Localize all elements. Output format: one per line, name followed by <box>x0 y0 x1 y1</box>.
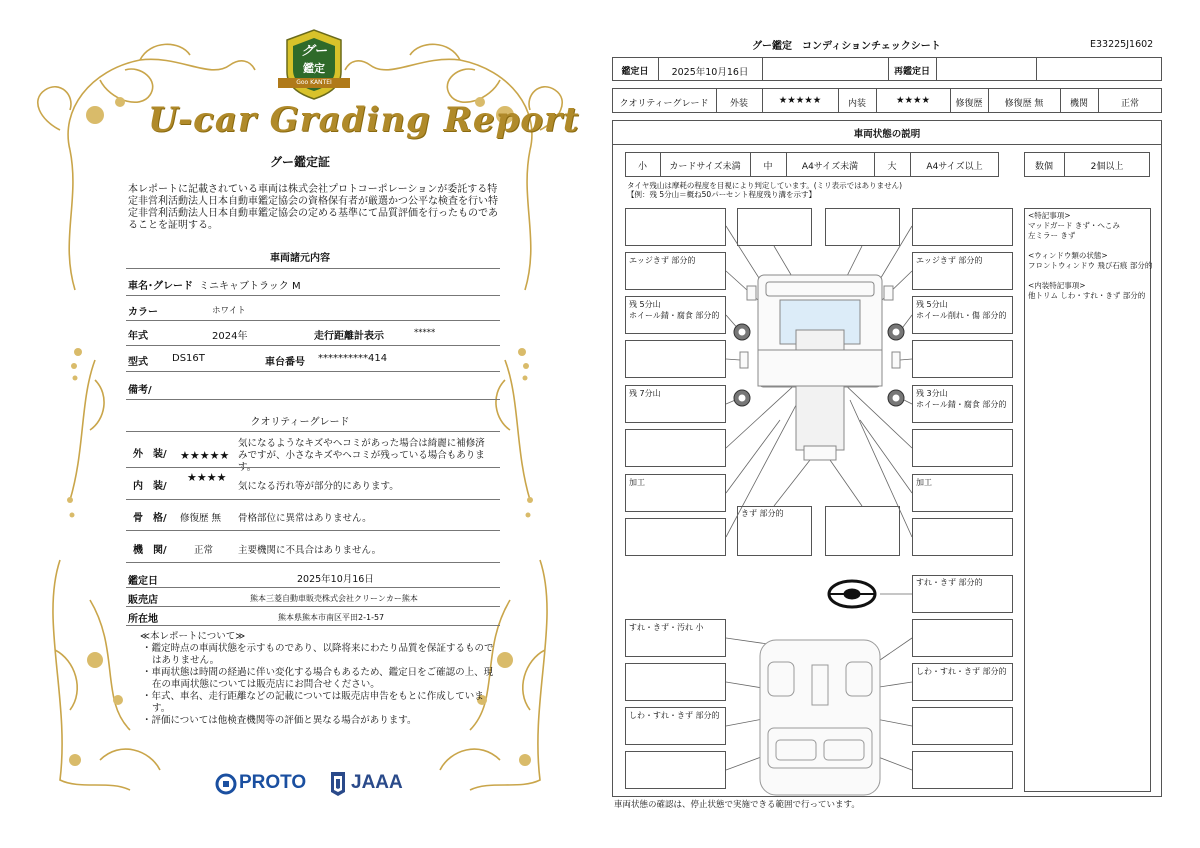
tire-note-2: 【例：残 5分山＝概ね50パーセント程度残り溝を示す】 <box>627 190 817 199</box>
sheet-date-label: 鑑定日 <box>621 67 649 77</box>
model-value: DS16T <box>172 353 205 364</box>
jaaa-logo-text: JAAA <box>351 772 403 793</box>
note-item: ・評価については他検査機関等の評価と異なる場合があります。 <box>142 715 417 726</box>
remarks-label: 備考/ <box>128 385 152 396</box>
condition-section-title: 車両状態の説明 <box>853 129 921 140</box>
callout-text: すれ・きず 部分的 <box>916 578 983 587</box>
engine-description: 主要機関に不具合はありません。 <box>238 545 382 556</box>
chassis-value: **********414 <box>318 353 388 364</box>
badge-top-text: グー <box>300 44 327 59</box>
date-label: 鑑定日 <box>128 576 158 587</box>
legend-count-desc: 2個以上 <box>1090 162 1124 172</box>
frame-label: 骨 格/ <box>133 513 167 524</box>
callout-text: エッジきず 部分的 <box>629 256 696 265</box>
sheet-repair-label: 修復歴 <box>955 99 983 109</box>
legend-large-desc: A4サイズ以上 <box>926 162 983 172</box>
dealer-value: 熊本三菱自動車販売株式会社クリーンカー熊本 <box>250 594 418 603</box>
sheet-engine-value: 正常 <box>1120 99 1139 109</box>
sheet-title: グー鑑定 コンディションチェックシート <box>752 41 941 52</box>
legend-medium: 中 <box>763 162 773 172</box>
report-title: U-car Grading Report <box>148 100 580 140</box>
note-item: ・年式、車名、走行距離などの記載については販売店申告をもとに作成しています。 <box>142 691 484 714</box>
color-label: カラー <box>128 307 158 318</box>
callout-text: エッジきず 部分的 <box>916 256 983 265</box>
sheet-footer: 車両状態の確認は、停止状態で実施できる範囲で行っています。 <box>614 800 860 810</box>
legend-count: 数個 <box>1034 162 1053 172</box>
callout-text: 残 5分山 ホイール削れ・傷 部分的 <box>916 300 1007 320</box>
note-item: ・鑑定時点の車両状態を示すものであり、以降将来にわたり品質を保証するものではありません。 <box>142 643 494 666</box>
callout-text: 残 5分山 ホイール錆・腐食 部分的 <box>629 300 720 320</box>
car-name-label: 車名･グレード <box>128 281 193 292</box>
year-label: 年式 <box>128 331 148 342</box>
address-label: 所在地 <box>128 614 158 625</box>
quality-grade-label: クオリティーグレード <box>619 99 709 109</box>
legend-medium-desc: A4サイズ未満 <box>801 162 859 172</box>
tire-note-1: タイヤ残山は摩耗の程度を目視により判定しています。(ミリ表示ではありません) <box>627 181 903 190</box>
callout-text: きず 部分的 <box>741 509 784 518</box>
frame-description: 骨格部位に異常はありません。 <box>238 513 372 524</box>
proto-logo-icon <box>215 772 237 796</box>
sheet-code: E33225J1602 <box>1090 39 1154 50</box>
dealer-label: 販売店 <box>128 595 158 606</box>
certificate-body: 本レポートに記載されている車両は株式会社プロトコーポレーションが委託する特定非営利活動法人日本自動車鑑定協会の資格保有者が厳選かつ公平な検査を行い特定非営利活動法人日本自動車鑑定協会の定める基準にて品質評価を行ったものであることを証明する。 <box>128 184 498 231</box>
condition-check-sheet <box>600 0 1200 848</box>
quality-section-title: クオリティーグレード <box>250 417 350 428</box>
sheet-interior-stars: ★★★★ <box>895 95 931 106</box>
sheet-engine-label: 機関 <box>1069 99 1088 109</box>
sheet-repair-value: 修復歴 無 <box>1004 99 1044 109</box>
legend-large: 大 <box>887 162 897 172</box>
color-value: ホワイト <box>212 306 246 316</box>
model-label: 型式 <box>128 357 148 368</box>
sheet-date-value: 2025年10月16日 <box>671 67 749 78</box>
date-value: 2025年10月16日 <box>297 574 374 585</box>
callout-text: すれ・きず・汚れ 小 <box>629 623 704 632</box>
callout-text: しわ・すれ・きず 部分的 <box>629 711 720 720</box>
notes-title: ≪本レポートについて≫ <box>140 631 246 642</box>
badge-ribbon: Goo KANTEI <box>278 78 350 88</box>
mileage-value: ***** <box>414 328 436 338</box>
chassis-label: 車台番号 <box>265 357 305 368</box>
sheet-exterior-stars: ★★★★★ <box>778 95 822 106</box>
callout-text: 残 7分山 <box>629 389 661 398</box>
specs-section-title: 車両諸元内容 <box>270 253 330 264</box>
report-notes <box>140 631 495 727</box>
proto-logo-text: PROTO <box>239 772 307 793</box>
jaaa-logo-icon <box>327 770 349 796</box>
legend-small: 小 <box>637 162 647 172</box>
sheet-interior-label: 内装 <box>847 99 866 109</box>
address-value: 熊本県熊本市南区平田2-1-57 <box>278 613 385 622</box>
callout-text: 加工 <box>629 478 645 487</box>
year-value: 2024年 <box>212 331 248 342</box>
special-notes-text: <特記事項> マッドガード きず・へこみ 左ミラー きず <ウィンドウ類の状態> フロントウィンドウ 飛び石痕 部分的 <内装特記事項> 他トリム しわ・すれ・きず 部分的 <box>1028 211 1153 300</box>
recheck-date-label: 再鑑定日 <box>893 67 930 77</box>
callout-text: 加工 <box>916 478 932 487</box>
exterior-description: 気になるようなキズやヘコミがあった場合は綺麗に補修済みですが、小さなキズやヘコミが残っている場合もあります。 <box>238 438 485 473</box>
badge-bottom-text: 鑑定 <box>303 62 325 75</box>
interior-label: 内 装/ <box>133 481 167 492</box>
steering-wheel-icon <box>829 581 875 607</box>
callout-text: しわ・すれ・きず 部分的 <box>916 667 1007 676</box>
vehicle-diagram <box>600 0 1200 848</box>
interior-stars: ★★★★ <box>187 471 227 484</box>
sheet-exterior-label: 外装 <box>729 99 748 109</box>
interior-description: 気になる汚れ等が部分的にあります。 <box>238 481 399 492</box>
frame-value: 修復歴 無 <box>180 513 222 524</box>
note-item: ・車両状態は時間の経過に伴い変化する場合もあるため、鑑定日をご確認の上、現在の車両状態については販売店にお問合せください。 <box>142 667 494 690</box>
car-name-value: ミニキャブトラック M <box>199 281 301 292</box>
engine-value: 正常 <box>194 545 214 556</box>
certificate-title: グー鑑定証 <box>269 155 330 169</box>
mileage-label: 走行距離計表示 <box>314 331 384 342</box>
legend-small-desc: カードサイズ未満 <box>669 162 741 172</box>
exterior-stars: ★★★★★ <box>180 449 230 462</box>
engine-label: 機 関/ <box>133 545 167 556</box>
callout-text: 残 3分山 ホイール錆・腐食 部分的 <box>916 389 1007 409</box>
exterior-label: 外 装/ <box>133 449 167 460</box>
